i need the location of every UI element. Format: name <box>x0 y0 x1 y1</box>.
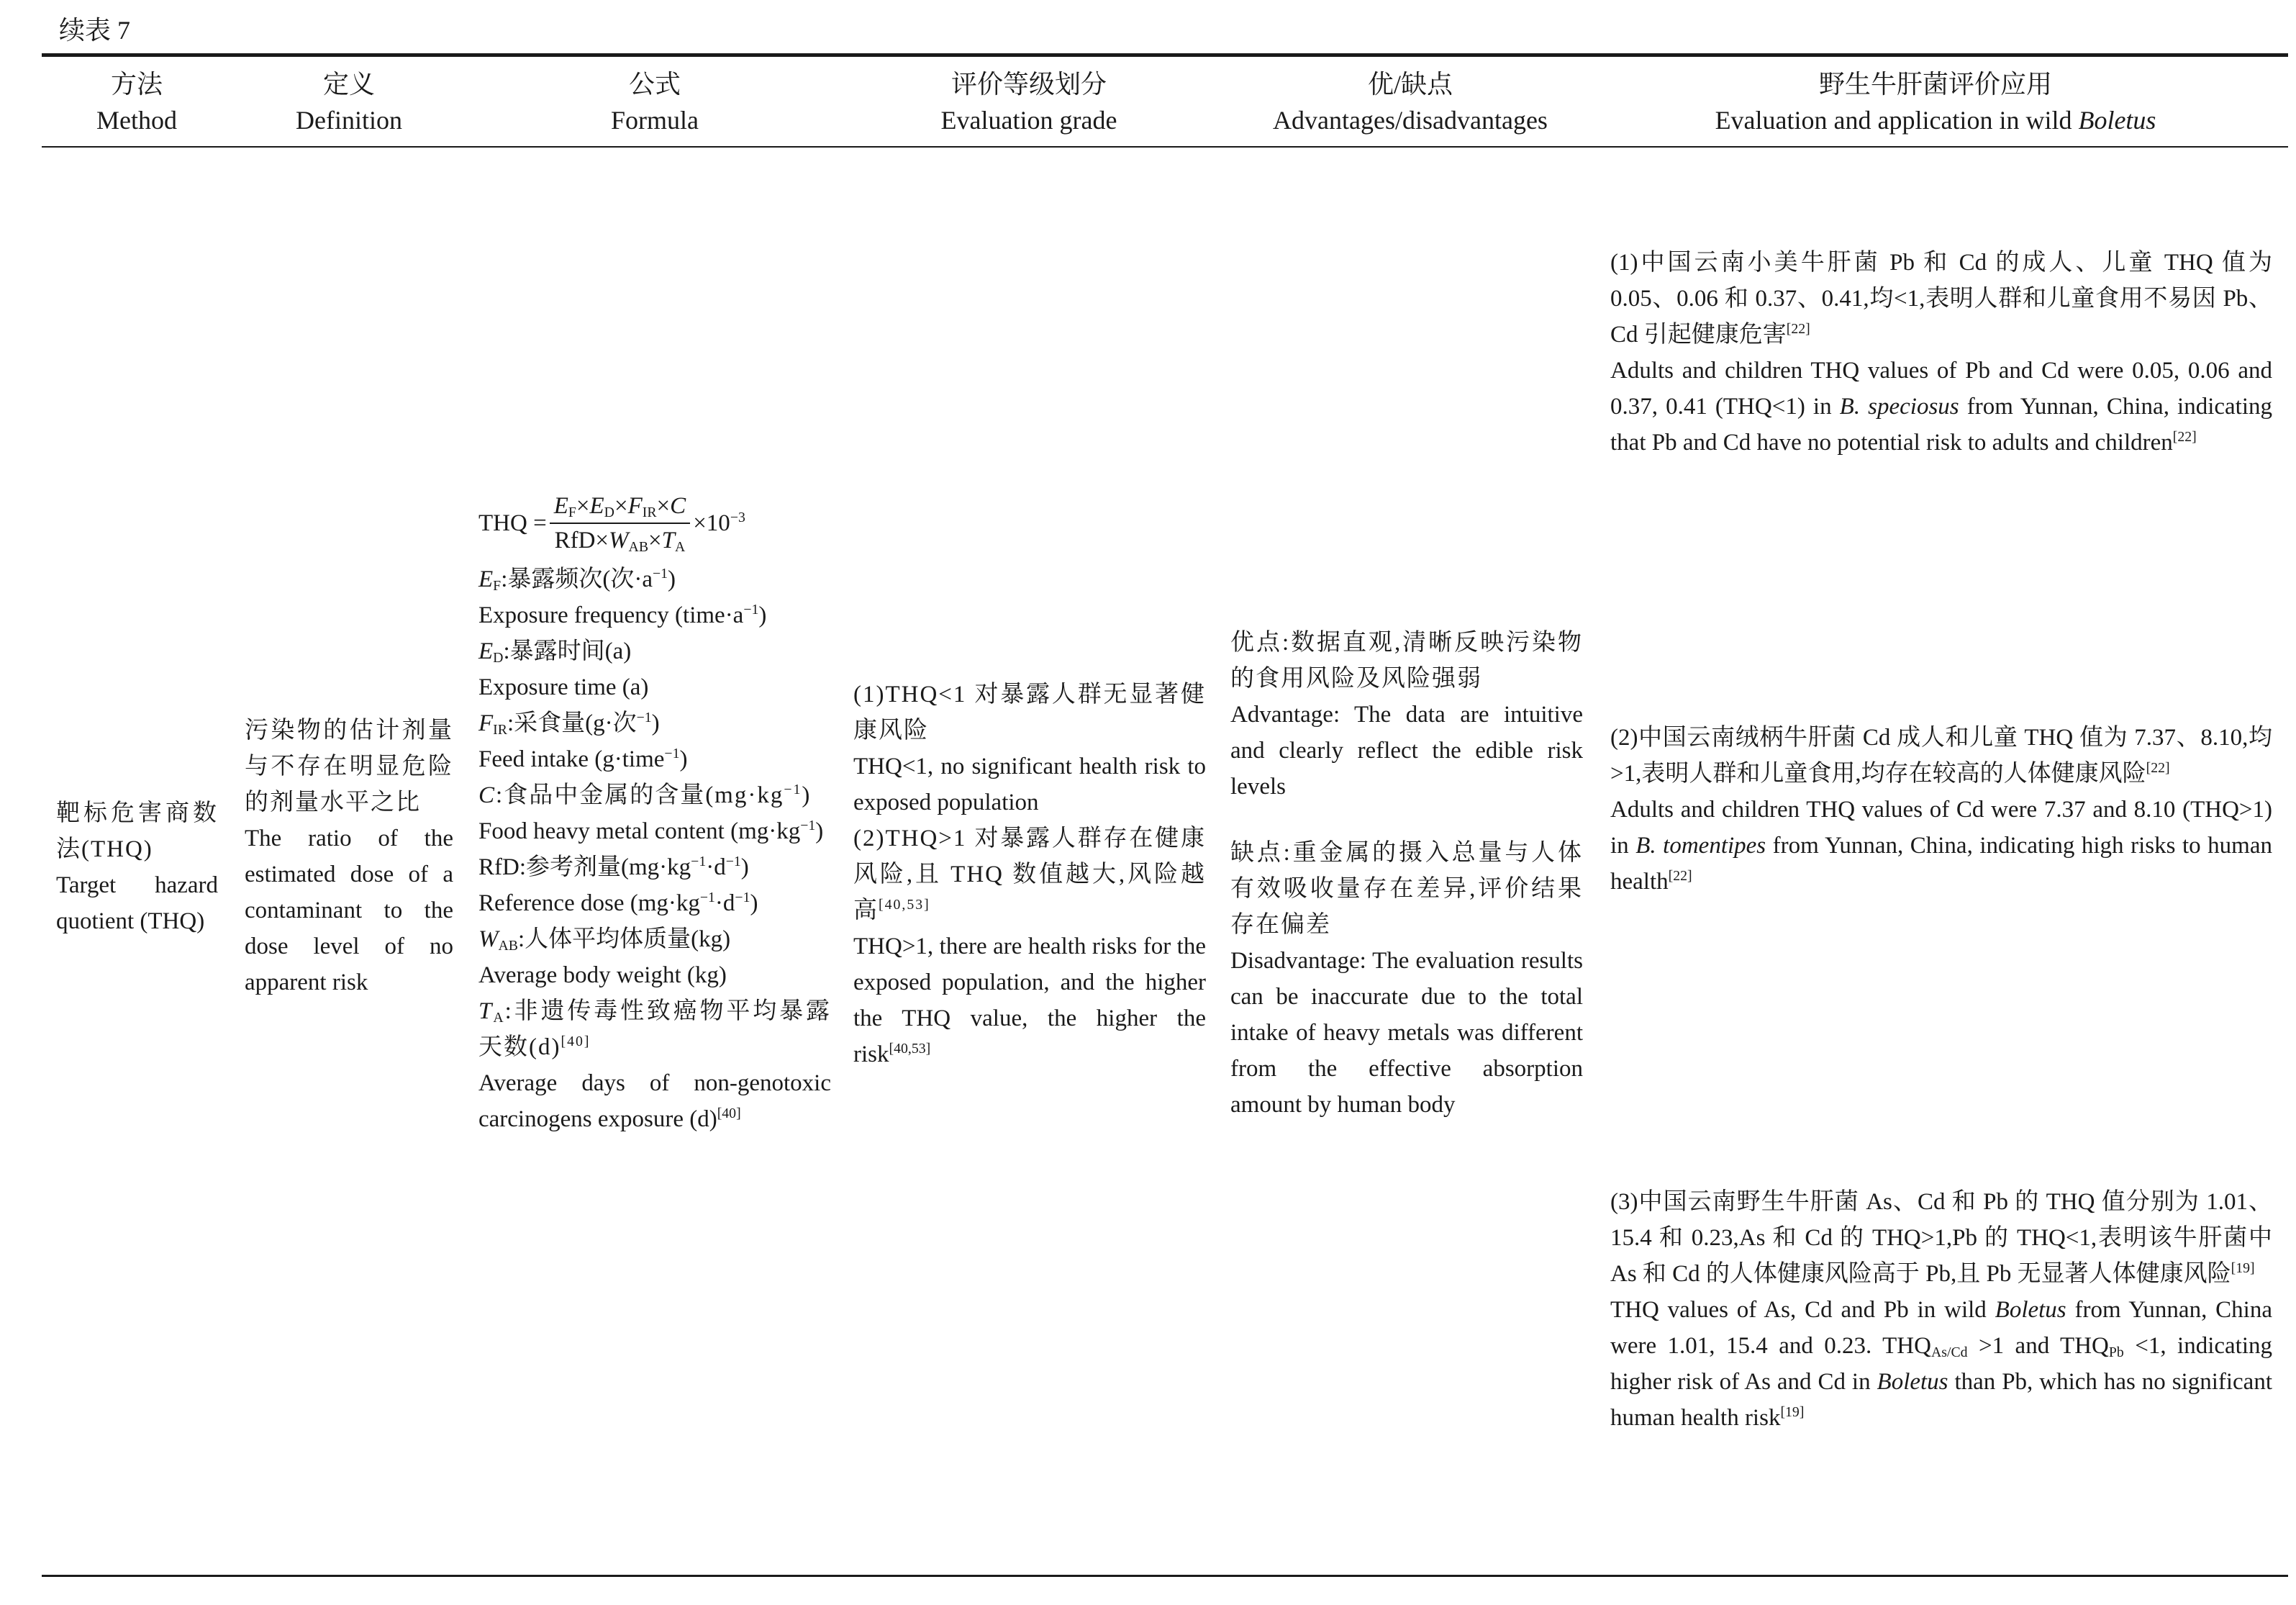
cell-application-3 <box>1610 1184 2272 1436</box>
param-rfd-en <box>478 885 831 921</box>
grade-2-en-text: THQ>1, there are health risks for the exposed population, and the higher the THQ value, the higher the risk <box>853 933 1206 1067</box>
param-c-en-end: ) <box>815 818 824 844</box>
param-rfd-en-text: Reference dose (mg·kg <box>478 890 700 916</box>
application-2-zh <box>1610 720 2272 792</box>
disadvantage-zh: 缺点:重金属的摄入总量与人体有效吸收量存在差异,评价结果存在偏差 <box>1230 840 1583 938</box>
thq-formula <box>478 489 831 557</box>
param-c-zh-end: ) <box>802 782 812 808</box>
cell-advdis <box>1230 625 1583 1123</box>
param-rfd-zh-sup2: −1 <box>725 854 741 870</box>
definition-en: The ratio of the estimated dose of a contaminant to the dose level of no apparent risk <box>245 826 453 995</box>
advantage-zh: 优点:数据直观,清晰反映污染物的食用风险及风险强弱 <box>1230 630 1583 692</box>
header-application-zh: 野生牛肝菌评价应用 <box>1818 70 2052 99</box>
header-application-en <box>1605 102 2266 138</box>
formula-denominator: $RfD\times W_{AB}\times T_A$ <box>554 528 686 555</box>
param-ef-en-sup: −1 <box>743 602 759 618</box>
param-ed-zh-text: 暴露时间(a) <box>509 638 632 664</box>
header-application-en-em: Boletus <box>2078 106 2156 135</box>
param-fir-en-text: Feed intake (g·time <box>478 746 665 772</box>
param-ta-zh-text: 非遗传毒性致癌物平均暴露天数(d) <box>478 998 831 1060</box>
header-application-en-pre: Evaluation and application in wild <box>1715 106 2079 135</box>
header-grade-en: Evaluation grade <box>940 106 1117 135</box>
param-rfd-zh-sup: −1 <box>691 854 707 870</box>
cell-definition <box>245 713 453 1000</box>
application-2-en-pre: Adults and children THQ values of Cd were 7.37 and 8.10 (THQ>1) in <box>1610 797 2272 859</box>
application-3-en-part2: from Yunnan, China were 1.01, 15.4 and 0.23. THQ <box>1610 1297 2272 1359</box>
header-formula-zh: 公式 <box>628 70 681 99</box>
grade-2-zh-ref: [40,53] <box>879 897 930 913</box>
param-fir-zh: $F_{IR}$:采食量(g·次$^{-1}$) <box>478 710 660 738</box>
advdis-gap <box>1230 805 1583 835</box>
application-2-en-post: from Yunnan, China, indicating high risks to human health <box>1610 833 2272 895</box>
header-application <box>1605 66 2266 138</box>
formula-multiplier <box>693 505 745 541</box>
application-2-zh-ref: [22] <box>2146 760 2170 777</box>
param-rfd-en-sup2: −1 <box>735 890 750 906</box>
application-3-en-genus2: Boletus <box>1877 1369 1948 1395</box>
application-3-en-sub2: Pb <box>2108 1344 2124 1360</box>
param-rfd-en-sup: −1 <box>699 890 715 906</box>
application-3-en <box>1610 1292 2272 1436</box>
application-1-zh-ref: [22] <box>1786 321 1810 338</box>
param-c-en-text: Food heavy metal content (mg·kg <box>478 818 801 844</box>
param-ef-zh-text: 暴露频次(次·a <box>507 566 653 592</box>
param-fir-zh-text: 采食量(g·次 <box>514 710 637 736</box>
formula-fraction <box>550 489 691 557</box>
header-rule <box>42 146 2288 148</box>
param-wab-zh: $W_{AB}$:人体平均体质量(kg) <box>478 926 731 954</box>
param-ed-en: Exposure time (a) <box>478 674 649 700</box>
param-c-zh-text: 食品中金属的含量(mg·kg <box>504 782 784 808</box>
application-3-en-part4: <1, indicating higher risk of As and Cd in <box>1610 1333 2272 1395</box>
application-3-zh-text: (3)中国云南野生牛肝菌 As、Cd 和 Pb 的 THQ 值分别为 1.01、15.4 和 0.23,As 和 Cd 的 THQ>1,Pb 的 THQ<1,表明该牛肝菌中 As 和 Cd 的人体健康风险高于 Pb,且 Pb 无显著人体健康风险 <box>1610 1189 2272 1287</box>
param-ef-en-text: Exposure frequency (time·a <box>478 602 744 628</box>
application-2-en-ref: [22] <box>1668 868 1692 885</box>
application-1-en-pre: Adults and children THQ values of Pb and Cd were 0.05, 0.06 and 0.37, 0.41 (THQ<1) in <box>1610 358 2272 420</box>
advantage-en: Advantage: The data are intuitive and clearly reflect the edible risk levels <box>1230 702 1583 800</box>
param-c-zh-sup: −1 <box>784 782 802 798</box>
param-fir-en-sup: −1 <box>664 746 680 762</box>
application-2-en-species: B. tomentipes <box>1635 833 1766 859</box>
application-1-en-ref: [22] <box>2172 429 2197 446</box>
header-method-en: Method <box>96 106 177 135</box>
application-2-zh-text: (2)中国云南绒柄牛肝菌 Cd 成人和儿童 THQ 值为 7.37、8.10,均>1,表明人群和儿童食用,均存在较高的人体健康风险 <box>1610 725 2272 787</box>
param-ef-zh-end: ) <box>668 566 676 592</box>
formula-times: ×10 <box>693 510 730 536</box>
application-3-en-genus1: Boletus <box>1995 1297 2066 1323</box>
bottom-rule <box>42 1575 2288 1577</box>
method-zh: 靶标危害商数法(THQ) <box>56 800 218 862</box>
cell-application-1 <box>1610 245 2272 461</box>
header-grade-zh: 评价等级划分 <box>950 70 1107 99</box>
param-ef-zh: $E_F$:暴露频次(次$\cdot a^{-1}$) <box>478 566 676 594</box>
header-grade <box>842 66 1216 138</box>
param-rfd-symbol: RfD <box>478 854 519 880</box>
definition-zh: 污染物的估计剂量与不存在明显危险的剂量水平之比 <box>245 718 453 815</box>
param-c-en <box>478 813 831 849</box>
param-fir-en <box>478 741 831 777</box>
cell-application-2 <box>1610 720 2272 900</box>
application-3-en-sub1: As/Cd <box>1930 1344 1968 1360</box>
param-wab-zh-text: 人体平均体质量(kg) <box>525 926 731 952</box>
grade-2-zh-text: (2)THQ>1 对暴露人群存在健康风险,且 THQ 数值越大,风险越高 <box>853 826 1206 923</box>
param-ta-en-ref: [40] <box>717 1106 741 1122</box>
header-advdis <box>1223 66 1597 138</box>
application-1-en <box>1610 353 2272 461</box>
table-caption: 续表 7 <box>59 16 131 45</box>
header-definition-zh: 定义 <box>322 70 375 99</box>
application-1-en-species: B. speciosus <box>1839 394 1959 420</box>
application-1-zh-text: (1)中国云南小美牛肝菌 Pb 和 Cd 的成人、儿童 THQ 值为 0.05、0.06 和 0.37、0.41,均<1,表明人群和儿童食用不易因 Pb、Cd 引起健康危害 <box>1610 250 2272 348</box>
param-rfd-en-mid: ·d <box>714 890 735 916</box>
cell-formula <box>478 489 831 1137</box>
formula-numerator: $E_F\times E_D\times F_{IR}\times C$ <box>550 489 691 524</box>
param-ef-en-end: ) <box>758 602 767 628</box>
param-ed-zh: $E_D$:暴露时间(a) <box>478 638 632 666</box>
param-rfd-zh: RfD:参考剂量$(mg\cdot kg^{-1}\cdot d^{-1})$ <box>478 854 749 880</box>
grade-1-zh: (1)THQ<1 对暴露人群无显著健康风险 <box>853 682 1206 743</box>
header-formula <box>468 66 842 138</box>
param-c-en-sup: −1 <box>800 818 816 834</box>
application-2-en <box>1610 792 2272 900</box>
param-rfd-zh-text: 参考剂量(mg·kg <box>526 854 691 880</box>
grade-1-en: THQ<1, no significant health risk to exposed population <box>853 754 1206 815</box>
param-rfd-zh-end: ) <box>740 854 749 880</box>
header-definition-en: Definition <box>296 106 402 135</box>
param-wab-en: Average body weight (kg) <box>478 962 727 988</box>
param-fir-en-end: ) <box>679 746 688 772</box>
header-method-zh: 方法 <box>110 70 163 99</box>
grade-2-zh <box>853 820 1206 928</box>
formula-lhs: THQ = <box>478 510 547 536</box>
param-fir-zh-sup: −1 <box>636 710 652 726</box>
header-method <box>43 66 230 138</box>
application-3-en-part3: >1 and THQ <box>1967 1333 2109 1359</box>
application-3-zh-ref: [19] <box>2231 1260 2255 1277</box>
application-1-zh <box>1610 245 2272 353</box>
param-ta-zh-ref: [40] <box>561 1034 591 1050</box>
grade-2-en-ref: [40,53] <box>889 1041 931 1057</box>
header-advdis-en: Advantages/disadvantages <box>1273 106 1548 135</box>
cell-method <box>56 795 218 939</box>
method-en: Target hazard quotient (THQ) <box>56 872 218 934</box>
param-fir-zh-end: ) <box>651 710 660 736</box>
param-ta-en-text: Average days of non-genotoxic carcinogens exposure (d) <box>478 1070 831 1132</box>
disadvantage-en: Disadvantage: The evaluation results can be inaccurate due to the total intake of heavy metals was different from the effective absorption amount by human body <box>1230 948 1583 1118</box>
grade-2-en <box>853 928 1206 1072</box>
top-rule <box>42 53 2288 57</box>
param-c-zh: C:食品中金属的含量$(mg\cdot kg^{-1})$ <box>478 782 812 808</box>
param-ef-zh-sup: −1 <box>653 566 668 582</box>
application-3-zh <box>1610 1184 2272 1292</box>
param-ta-zh: $T_A$:非遗传毒性致癌物平均暴露天数(d)[40] <box>478 998 831 1060</box>
param-rfd-en-end: ) <box>750 890 758 916</box>
param-rfd-zh-mid: ·d <box>706 854 726 880</box>
application-3-en-part5: than Pb, which has no significant human health risk <box>1610 1369 2272 1431</box>
application-3-en-part1: THQ values of As, Cd and Pb in wild <box>1610 1297 1995 1323</box>
header-definition <box>237 66 460 138</box>
param-ef-en <box>478 597 831 633</box>
application-1-en-post: from Yunnan, China, indicating that Pb and Cd have no potential risk to adults and children <box>1610 394 2272 456</box>
formula-exponent: −3 <box>730 510 745 526</box>
application-3-en-ref: [19] <box>1780 1404 1805 1421</box>
header-advdis-zh: 优/缺点 <box>1367 70 1453 99</box>
cell-grade <box>853 677 1206 1072</box>
header-formula-en: Formula <box>611 106 699 135</box>
param-ta-en <box>478 1065 831 1137</box>
